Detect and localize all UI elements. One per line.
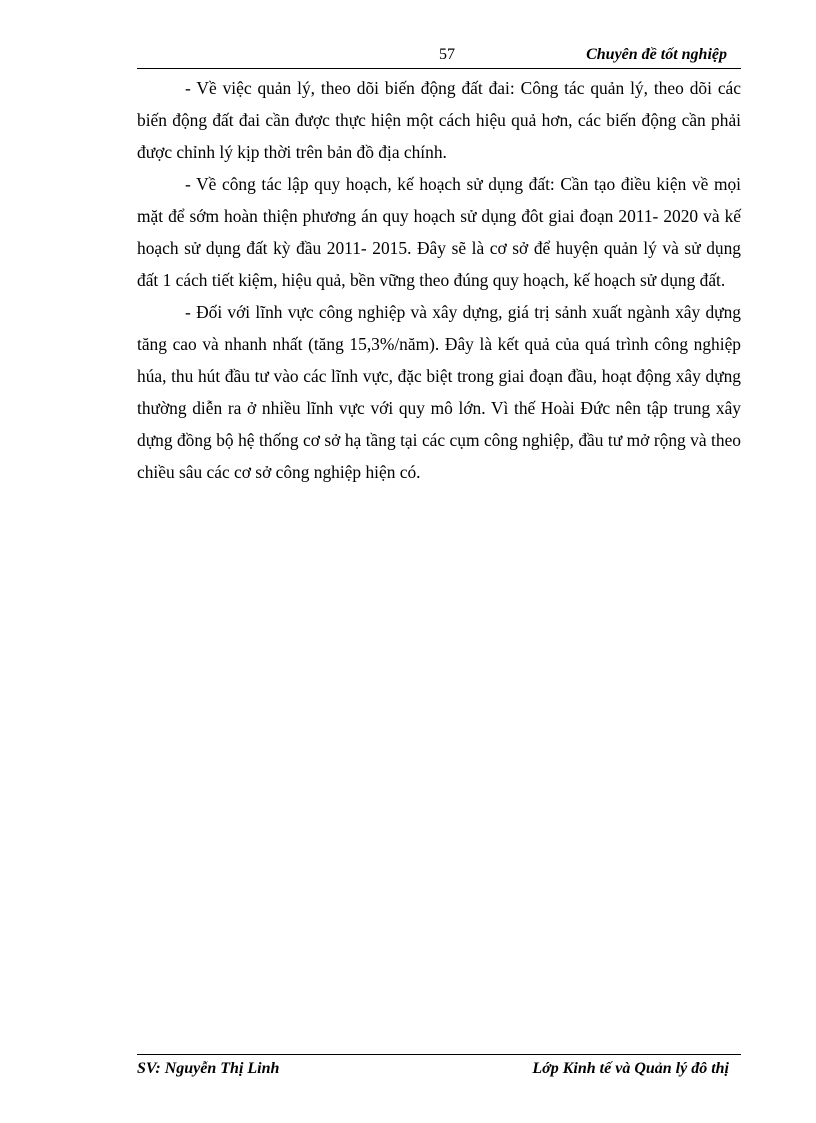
paragraph-industry-construction: - Đối với lĩnh vực công nghiệp và xây dựng, giá trị sảnh xuất ngành xây dựng tăng cao và nhanh nhất (tăng 15,3%/năm). Đây là kết quả của quá trình công nghiệp húa, thu hút đầu tư vào các lĩnh vực, đặc biệt trong giai đoạn đầu, hoạt động xây dựng thường diễn ra ở nhiều lĩnh vực với quy mô lớn. Vì thế Hoài Đức nên tập trung xây dựng đồng bộ hệ thống cơ sở hạ tầng tại các cụm công nghiệp, đầu tư mở rộng và theo chiều sâu các cơ sở công nghiệp hiện có.	[137, 302, 741, 482]
paragraph-land-planning: - Về công tác lập quy hoạch, kế hoạch sử dụng đất: Cần tạo điều kiện về mọi mặt để sớm hoàn thiện phương án quy hoạch sử dụng đôt giai đoạn 2011- 2020 và kế hoạch sử dụng đất kỳ đầu 2011- 2015. Đây sẽ là cơ sở để huyện quản lý và sử dụng đất 1 cách tiết kiệm, hiệu quả, bền vững theo đúng quy hoạch, kế hoạch sử dụng đất.	[137, 174, 741, 290]
footer-class-name: Lớp Kinh tế và Quản lý đô thị	[532, 1060, 729, 1077]
body-text	[137, 72, 741, 488]
page-header	[137, 44, 741, 69]
page-footer	[137, 1054, 741, 1081]
footer-student-name: SV: Nguyễn Thị Linh	[137, 1060, 280, 1077]
document-title: Chuyên đề tốt nghiệp	[586, 46, 727, 63]
page-number: 57	[439, 46, 455, 63]
paragraph-land-management: - Về việc quản lý, theo dõi biến động đất đai: Công tác quản lý, theo dõi các biến động đất đai cần được thực hiện một cách hiệu quả hơn, các biến động cần phải được chỉnh lý kịp thời trên bản đồ địa chính.	[137, 78, 741, 162]
